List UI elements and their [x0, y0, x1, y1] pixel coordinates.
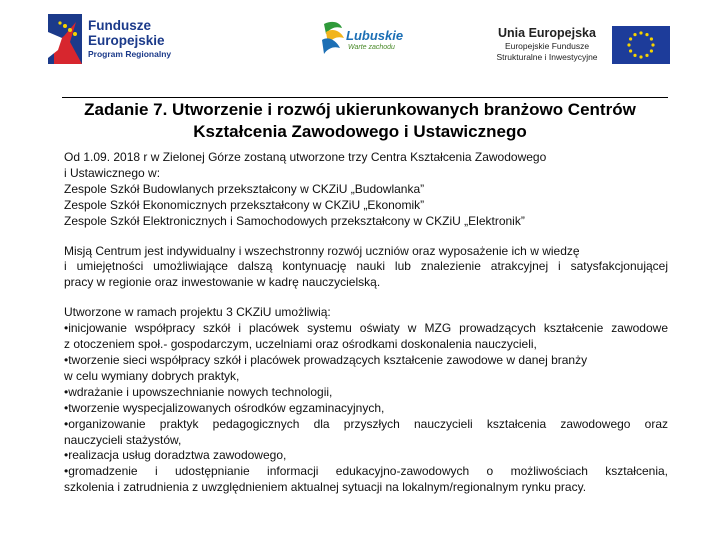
mission-section	[64, 244, 668, 292]
bullet-line: •inicjowanie współpracy szkół i placówek systemu oświaty w MZG prowadzących kształcenie zawodowe	[64, 321, 668, 336]
bullet-line: z otoczeniem społ.- gospodarczym, uczelniami oraz ośrodkami doskonalenia nauczycieli,	[64, 337, 537, 352]
document-body	[64, 150, 668, 496]
bullet-line: szkolenia i zatrudnienia z uwzględnieniem aktualnej sytuacji na lokalnym/regionalnym rynku pracy.	[64, 480, 587, 495]
intro-line: Zespole Szkół Ekonomicznych przekształcony w CKZiU „Ekonomik”	[64, 197, 425, 212]
enables-heading: Utworzone w ramach projektu 3 CKZiU umożliwią:	[64, 305, 331, 320]
bullet-line: w celu wymiany dobrych praktyk,	[64, 368, 240, 383]
page-title	[40, 99, 680, 143]
title-rule	[62, 97, 668, 98]
fundusze-europejskie-logo	[48, 14, 188, 70]
lubuskie-logo	[318, 18, 418, 58]
bullet-line: •gromadzenie i udostępnianie informacji edukacyjno-zawodowych o możliwościach kształcenia,	[64, 464, 668, 479]
mission-line: Misją Centrum jest indywidualny i wszechstronny rozwój uczniów oraz wyposażenie ich w wiedzę	[64, 243, 580, 258]
intro-line: Zespole Szkół Elektronicznych i Samochodowych przekształcony w CKZiU „Elektronik”	[64, 213, 525, 228]
lubuskie-tagline: Warte zachodu	[348, 44, 395, 51]
bullet-line: •organizowanie praktyk pedagogicznych dla przyszłych nauczycieli kształcenia zawodowego oraz	[64, 416, 668, 431]
logo-bar	[0, 0, 720, 90]
fe-line3: Program Regionalny	[88, 49, 172, 59]
unia-europejska-logo	[488, 22, 678, 72]
title-line-2: Kształcenia Zawodowego i Ustawicznego	[193, 122, 527, 141]
intro-line: i Ustawicznego w:	[64, 165, 161, 180]
intro-line: Zespole Szkół Budowlanych przekształcony w CKZiU „Budowlanka”	[64, 181, 425, 196]
eu-flag-icon	[612, 26, 670, 64]
mission-line: i umiejętności umożliwiające dalszą kontynuację nauki lub znalezienie atrakcyjnej i satysfakcjonującej	[64, 259, 668, 274]
eu-line3: Strukturalne i Inwestycyjne	[496, 52, 598, 62]
lubuskie-mark-icon	[318, 18, 348, 58]
eu-line2: Europejskie Fundusze	[504, 41, 590, 51]
eu-line1: Unia Europejska	[498, 26, 596, 40]
mission-line: pracy w regionie oraz inwestowanie w kadrę nauczycielską.	[64, 275, 381, 290]
bullet-line: •tworzenie wyspecjalizowanych ośrodków egzaminacyjnych,	[64, 400, 385, 415]
enables-section	[64, 305, 668, 496]
title-line-1: Zadanie 7. Utworzenie i rozwój ukierunkowanych branżowo Centrów	[84, 100, 636, 119]
intro-line: Od 1.09. 2018 r w Zielonej Górze zostaną utworzone trzy Centra Kształcenia Zawodowego	[64, 150, 547, 164]
fe-star-icon	[48, 14, 82, 64]
fe-line1: Fundusze	[88, 18, 151, 33]
lubuskie-name: Lubuskie	[346, 28, 404, 43]
bullet-line: •wdrażanie i upowszechnianie nowych technologii,	[64, 384, 333, 399]
bullet-line: •realizacja usług doradztwa zawodowego,	[64, 448, 287, 463]
fe-line2: Europejskie	[88, 33, 165, 48]
bullet-line: nauczycieli stażystów,	[64, 432, 182, 447]
bullet-line: •tworzenie sieci współpracy szkół i placówek prowadzących kształcenie zawodowe w danej branży	[64, 352, 588, 367]
intro-section	[64, 150, 668, 230]
